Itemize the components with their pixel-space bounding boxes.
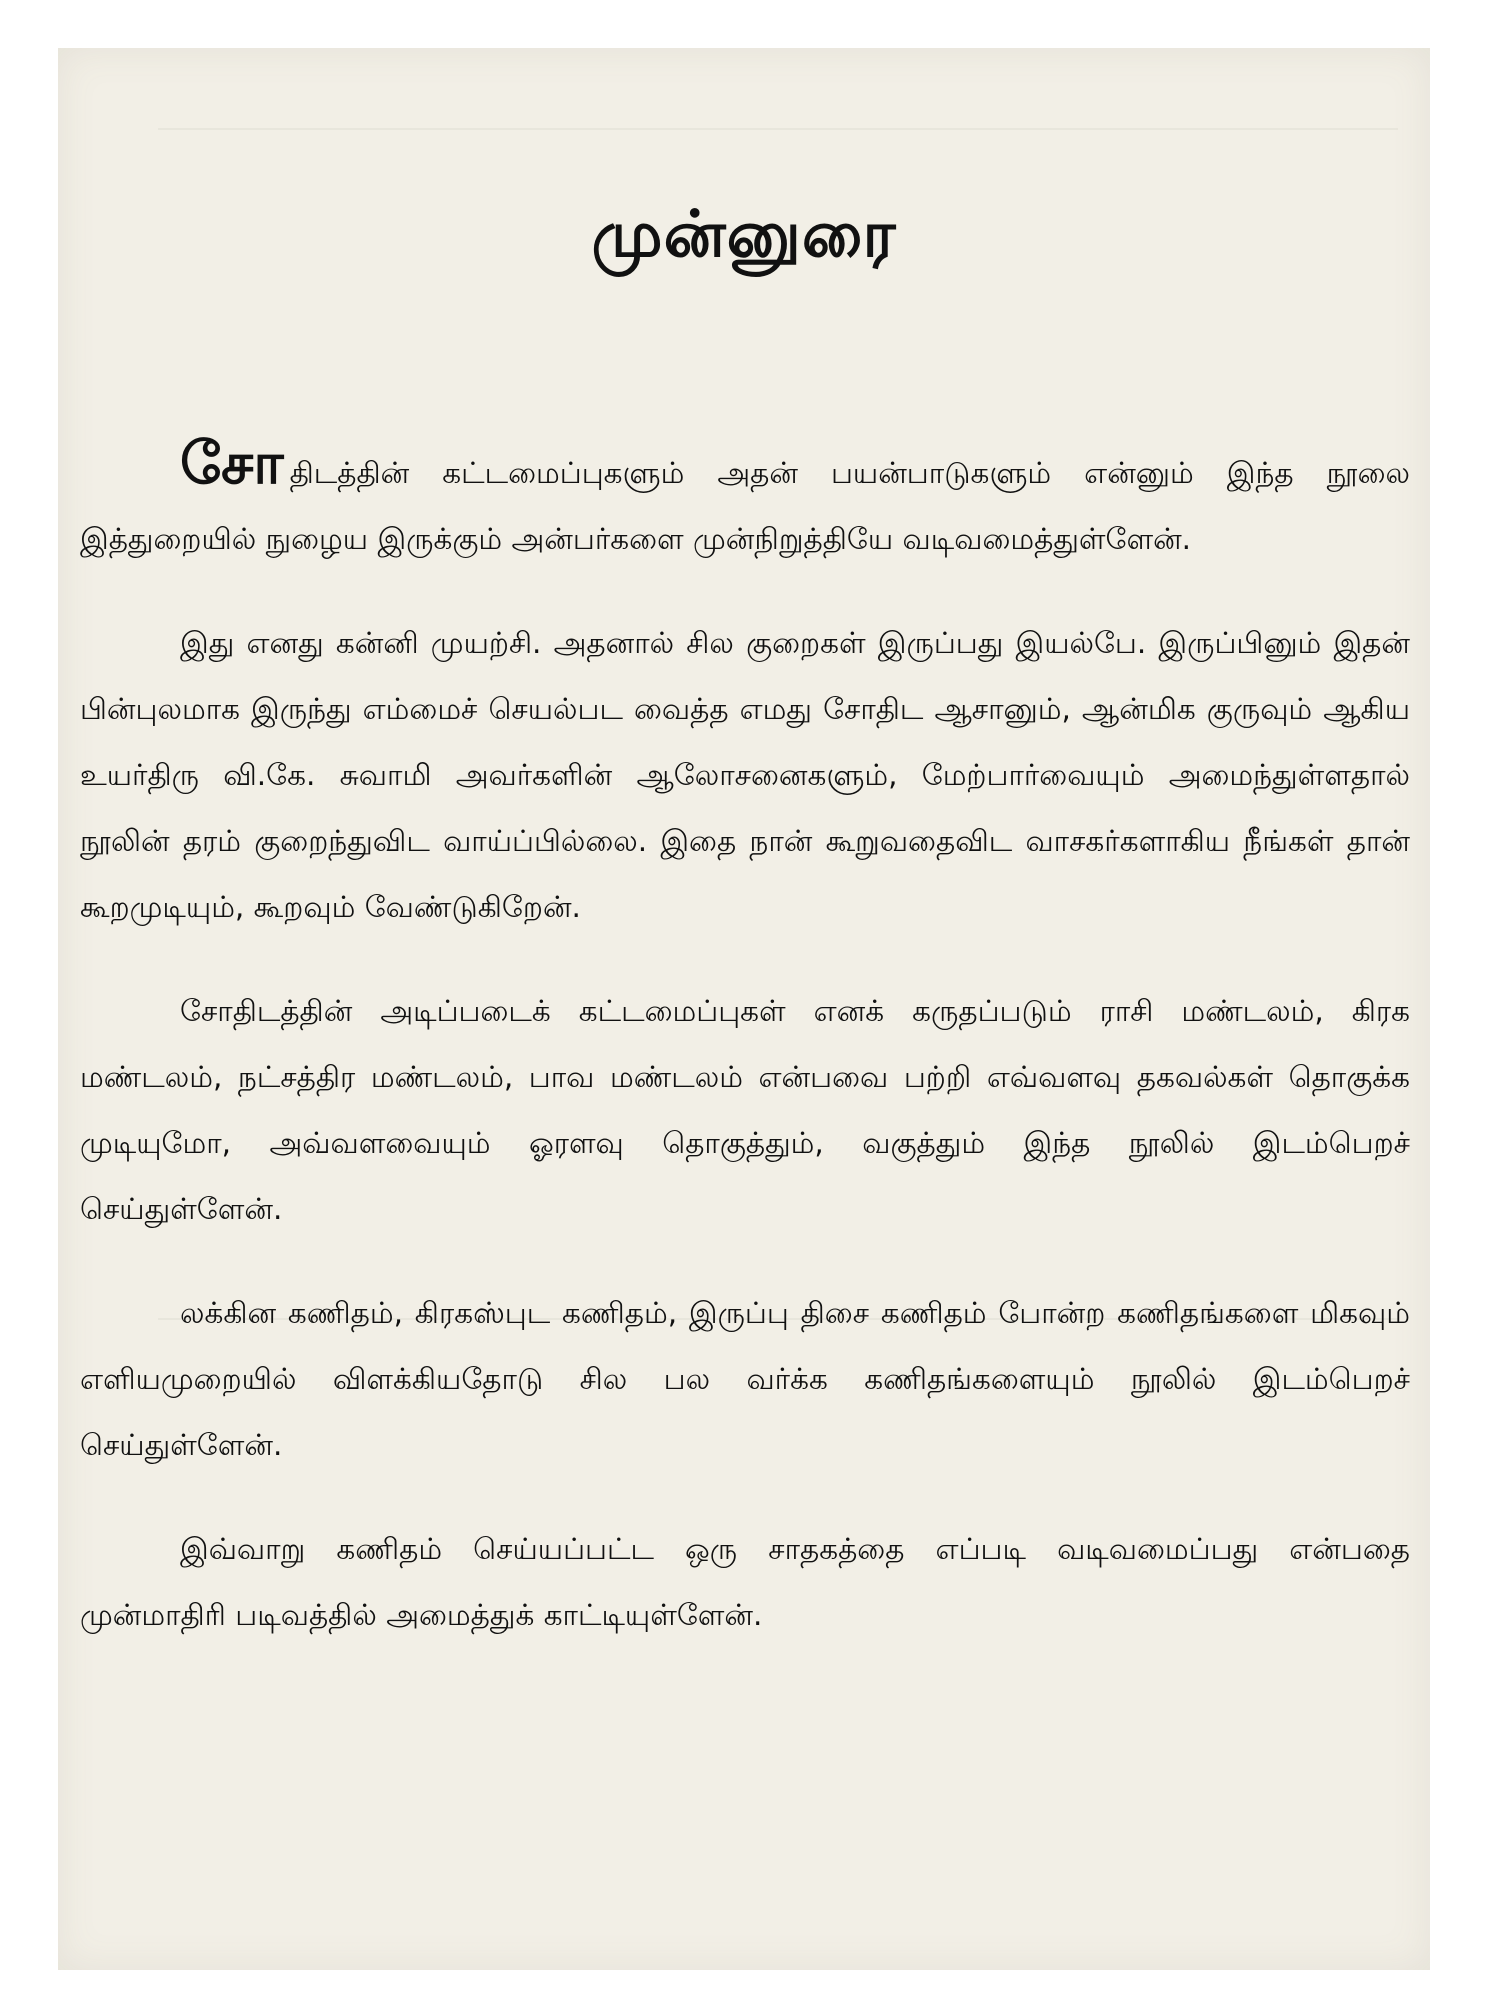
bleed-through-line [158, 128, 1398, 130]
paragraph-5: இவ்வாறு கணிதம் செய்யப்பட்ட ஒரு சாதகத்தை எப்படி வடிவமைப்பது என்பதை முன்மாதிரி படிவத்தில் அமைத்துக் காட்டியுள்ளேன். [80, 1532, 1410, 1632]
page-title: முன்னுரை [591, 198, 897, 272]
paragraph-1 [80, 429, 1410, 572]
paragraph-text: திடத்தின் கட்டமைப்புகளும் அதன் பயன்பாடுகளும் என்னும் இந்த நூலை இத்துறையில் நுழைய இருக்கும் அன்பர்களை முன்நிறுத்தியே வடிவமைத்துள்ளேன். [80, 456, 1410, 556]
paragraph-3: சோதிடத்தின் அடிப்படைக் கட்டமைப்புகள் எனக் கருதப்படும் ராசி மண்டலம், கிரக மண்டலம், நட்சத்திர மண்டலம், பாவ மண்டலம் என்பவை பற்றி எவ்வளவு தகவல்கள் தொகுக்க முடியுமோ, அவ்வளவையும் ஓரளவு தொகுத்தும், வகுத்தும் இந்த நூலில் இடம்பெறச் செய்துள்ளேன். [80, 994, 1410, 1226]
drop-cap: சோ [180, 429, 284, 497]
paragraph-2: இது எனது கன்னி முயற்சி. அதனால் சில குறைகள் இருப்பது இயல்பே. இருப்பினும் இதன் பின்புலமாக இருந்து எம்மைச் செயல்பட வைத்த எமது சோதிட ஆசானும், ஆன்மிக குருவும் ஆகிய உயர்திரு வி.கே. சுவாமி அவர்களின் ஆலோசனைகளும், மேற்பார்வையும் அமைந்துள்ளதால் நூலின் தரம் குறைந்துவிட வாய்ப்பில்லை. இதை நான் கூறுவதைவிட வாசகர்களாகிய நீங்கள் தான் கூறமுடியும், கூறவும் வேண்டுகிறேன். [80, 626, 1410, 924]
body-text [80, 429, 1410, 1686]
book-page [58, 48, 1430, 1970]
paragraph-4: லக்கின கணிதம், கிரகஸ்புட கணிதம், இருப்பு திசை கணிதம் போன்ற கணிதங்களை மிகவும் எளியமுறையில் விளக்கியதோடு சில பல வர்க்க கணிதங்களையும் நூலில் இடம்பெறச் செய்துள்ளேன். [80, 1296, 1410, 1462]
